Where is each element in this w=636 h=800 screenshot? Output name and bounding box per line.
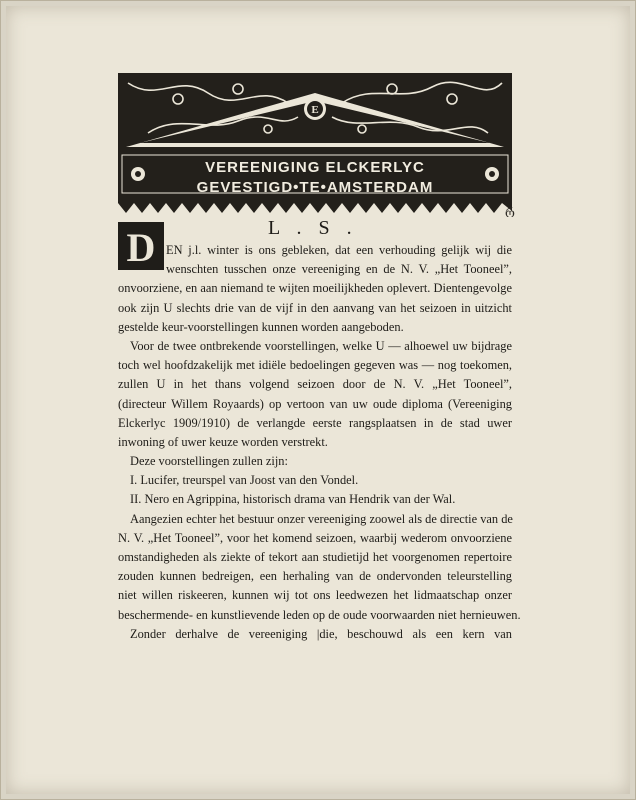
body-line: Elckerlyc 1909/1910) de verlangde eerste rangsplaatsen in de stad uwer	[118, 415, 512, 430]
body-line: II. Nero en Agrippina, historisch drama van Hendrik van der Wal.	[130, 492, 456, 507]
body-line: zouden kunnen bedreigen, een herhaling van de ondervonden teleurstelling	[118, 569, 512, 584]
banner-emblem-letter: E	[311, 104, 319, 116]
body-line: niet willen riskeeren, kunnen wij tot ons leedwezen het lidmaatschap onzer	[118, 588, 512, 603]
body-line: beschermende- en kunstlievende leden op de oude voorwaarden niet hernieuwen.	[118, 607, 521, 622]
body-line: (directeur Willem Royaards) op vertoon van uw oude diploma (Vereeniging	[118, 396, 512, 411]
banner-subtitle: GEVESTIGD•TE•AMSTERDAM	[196, 179, 434, 196]
body-line: onvoorziene, en aan niemand te wijten moeilijkheden oplevert. Dientengevolge	[118, 281, 512, 296]
body-line: toch wel hoofdzakelijk met idiële bedoelingen gegeven was — nog toekomen,	[118, 358, 512, 373]
salutation: L . S .	[268, 217, 358, 239]
banner-title: VEREENIGING ELCKERLYC	[205, 159, 425, 176]
body-line: omstandigheden als ziekte of tekort aan studietijd het voorgenomen repertoire	[118, 550, 512, 564]
letterhead-banner	[118, 73, 512, 215]
body-line: Zonder derhalve de vereeniging |die, beschouwd als een kern van	[130, 626, 512, 641]
body-line: N. V. „Het Tooneel”, voor het komend seizoen, waarbij wederom onvoorziene	[118, 530, 512, 545]
body-line: EN j.l. winter is ons gebleken, dat een verhouding gelijk wij die	[166, 243, 512, 257]
body-line: gestelde keur-voorstellingen kunnen worden aangeboden.	[118, 319, 404, 334]
body-line: wenschten tusschen onze vereeniging en de N. V. „Het Tooneel”,	[166, 262, 512, 277]
body-line: I. Lucifer, treurspel van Joost van den Vondel.	[130, 473, 359, 488]
body-line: Voor de twee ontbrekende voorstellingen, welke U — alhoewel uw bijdrage	[130, 338, 512, 353]
body-line: ook zijn U slechts drie van de vijf in den aanvang van het seizoen in uitzicht	[118, 300, 512, 315]
page-mark: რ	[505, 206, 515, 220]
drop-cap-letter: D	[126, 225, 156, 270]
body-line: zullen U in het thans volgend seizoen door de N. V. „Het Tooneel”,	[118, 377, 512, 392]
body-line: Deze voorstellingen zullen zijn:	[130, 454, 288, 469]
letter-body	[118, 241, 521, 644]
body-line: inwoning of uwer keuze worden verstrekt.	[118, 434, 328, 449]
body-line: Aangezien echter het bestuur onzer vereeniging zoowel als de directie van de	[130, 511, 513, 526]
